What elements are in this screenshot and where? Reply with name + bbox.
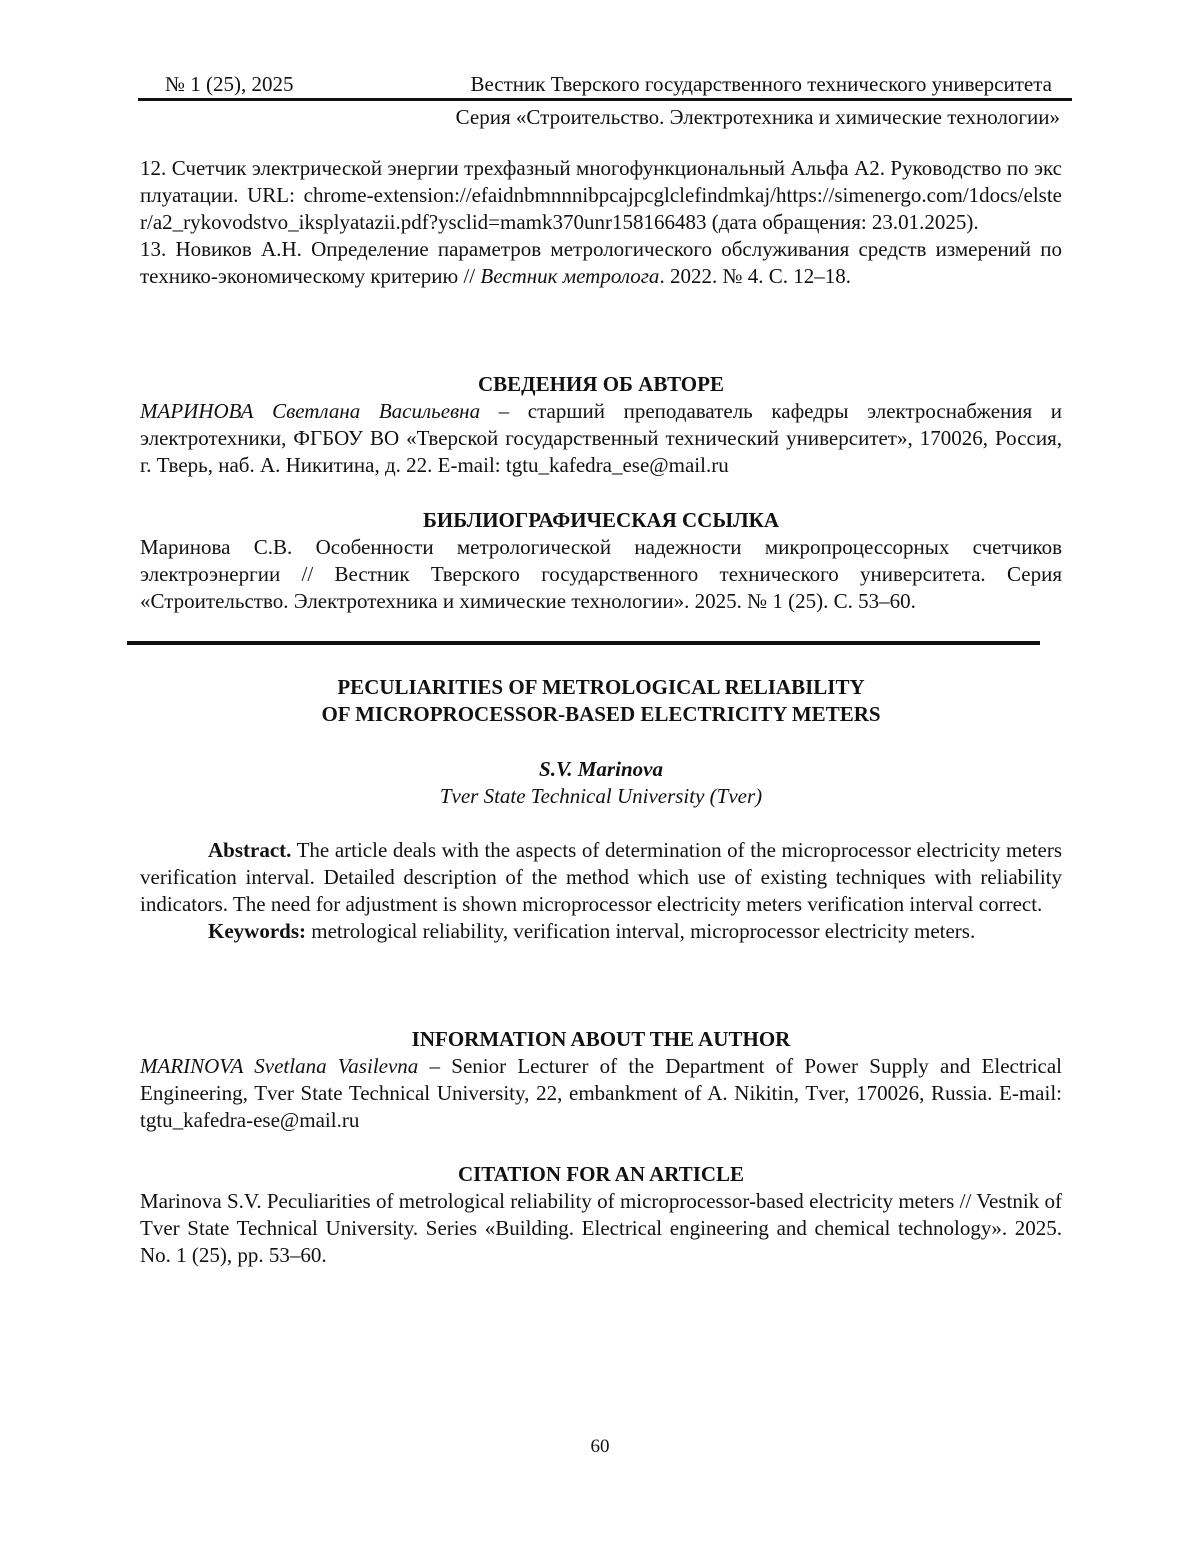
author-info-ru-text: МАРИНОВА Светлана Васильевна – старший преподаватель кафедры электроснабжения и электротехники, ФГБОУ ВО «Тверской государственный технический университет», 170026, Россия, г. Тверь, наб. А. Никитина, д. 22. E-mail: tgtu_kafedra_ese@mail.ru (140, 398, 1062, 479)
english-author: S.V. Marinova (140, 756, 1062, 783)
english-title (140, 674, 1062, 728)
header-rule (138, 98, 1072, 101)
page-number: 60 (0, 1436, 1200, 1458)
citation-en-heading: CITATION FOR AN ARTICLE (140, 1161, 1062, 1188)
journal-page (0, 0, 1200, 1553)
reference-list (140, 155, 1062, 290)
citation-ru-heading: БИБЛИОГРАФИЧЕСКАЯ ССЫЛКА (140, 507, 1062, 534)
citation-ru (140, 507, 1062, 615)
english-affiliation: Tver State Technical University (Tver) (140, 783, 1062, 810)
running-header (140, 70, 1062, 98)
reference-item-13: 13. Новиков А.Н. Определение параметров метрологического обслуживания средств измерений по технико-экономическому критерию // Вестник метролога. 2022. № 4. С. 12–18. (140, 236, 1062, 290)
author-info-ru (140, 371, 1062, 479)
section-separator (127, 641, 1040, 645)
journal-name-italic: Вестник метролога (480, 264, 659, 288)
abstract-label: Abstract. (208, 838, 291, 862)
author-name-en: MARINOVA Svetlana Vasilevna (140, 1054, 418, 1078)
author-info-en (140, 1026, 1062, 1134)
abstract-paragraph: Abstract. The article deals with the aspects of determination of the microprocessor electricity meters verification interval. Detailed description of the method which use of existing techniques with reliability indicators. The need for adjustment is shown microprocessor electricity meters verification interval correct. (140, 837, 1062, 918)
keywords-label: Keywords: (208, 919, 306, 943)
author-info-ru-heading: СВЕДЕНИЯ ОБ АВТОРЕ (140, 371, 1062, 398)
english-title-line-2: OF MICROPROCESSOR-BASED ELECTRICITY METERS (140, 701, 1062, 728)
journal-title: Вестник Тверского государственного технического университета (470, 70, 1052, 98)
author-info-en-heading: INFORMATION ABOUT THE AUTHOR (140, 1026, 1062, 1053)
reference-item-12: 12. Счетчик электрической энергии трехфазный многофункциональный Альфа А2. Руководство по эксплуатации. URL: chrome-extension://efaidnbmnnnibpcajpcglclefindmkaj/https://simenergo.com/1docs/elster/a2_rykovodstvo_iksplyatazii.pdf?ysclid=mamk370unr158166483 (дата обращения: 23.01.2025). (140, 155, 1062, 236)
journal-series: Серия «Строительство. Электротехника и химические технологии» (456, 103, 1060, 131)
keywords-paragraph: Keywords: metrological reliability, verification interval, microprocessor electricity meters. (140, 918, 1062, 945)
citation-ru-text: Маринова С.В. Особенности метрологической надежности микропроцессорных счетчиков электроэнергии // Вестник Тверского государственного технического университета. Серия «Строительство. Электротехника и химические технологии». 2025. № 1 (25). С. 53–60. (140, 534, 1062, 615)
citation-en (140, 1161, 1062, 1269)
author-name-ru: МАРИНОВА Светлана Васильевна (140, 399, 480, 423)
english-title-line-1: PECULIARITIES OF METROLOGICAL RELIABILITY (140, 674, 1062, 701)
author-info-en-text: MARINOVA Svetlana Vasilevna – Senior Lecturer of the Department of Power Supply and Electrical Engineering, Tver State Technical University, 22, embankment of A. Nikitin, Tver, 170026, Russia. E-mail: tgtu_kafedra-ese@mail.ru (140, 1053, 1062, 1134)
issue-number: № 1 (25), 2025 (165, 70, 294, 98)
english-byline (140, 756, 1062, 810)
english-abstract (140, 837, 1062, 945)
citation-en-text: Marinova S.V. Peculiarities of metrological reliability of microprocessor-based electricity meters // Vestnik of Tver State Technical University. Series «Building. Electrical engineering and chemical technology». 2025. No. 1 (25), pp. 53–60. (140, 1188, 1062, 1269)
